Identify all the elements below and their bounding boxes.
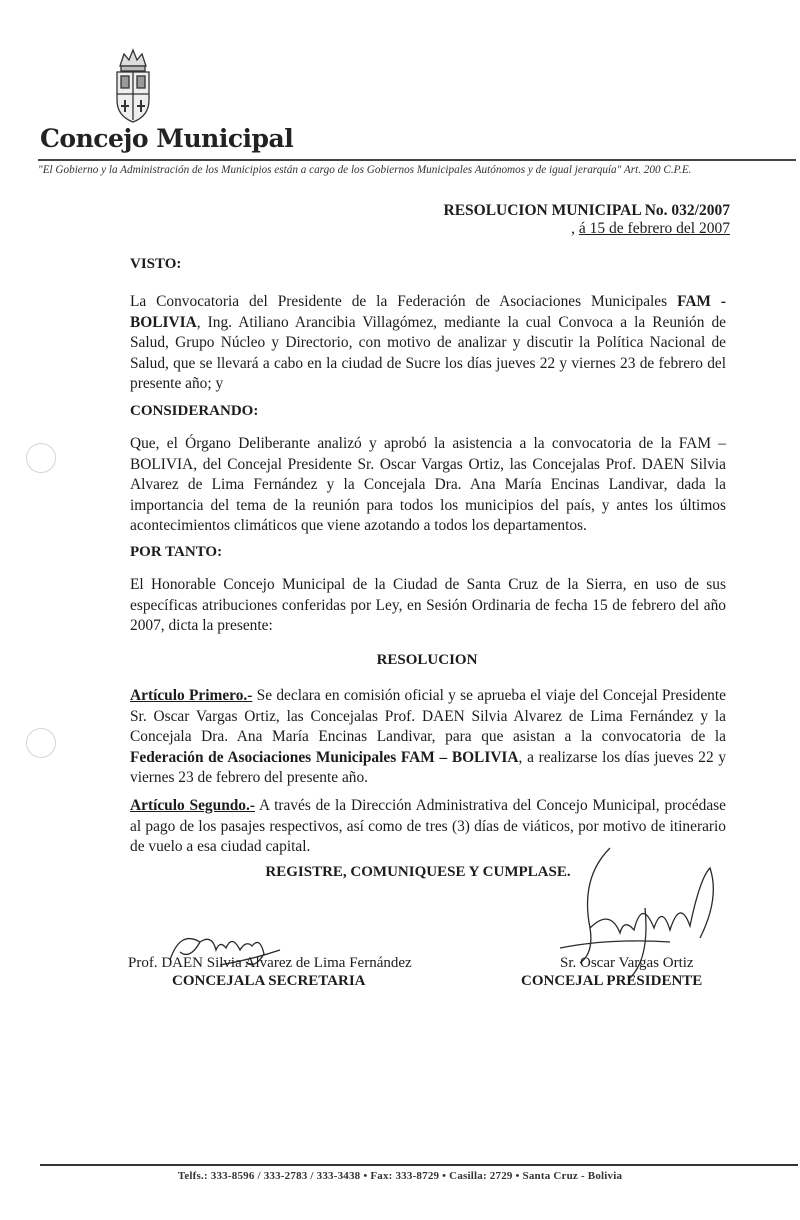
articulo-segundo-text: A través de la Dirección Administrativa del Concejo Municipal, procédase al pago de los pasajes respectivos, así como de tres (3) días de viáticos, por motivo de itinerario de vuelo a esa ciudad capital. [130,797,726,855]
visto-fam-bolivia: FAM - BOLIVIA [130,293,727,331]
organization-title: Concejo Municipal [40,124,294,153]
right-signatory-name: Sr. Oscar Vargas Ortiz [560,955,694,971]
articulo-primero-text-2: , a realizarse los días jueves 22 y viernes 23 de febrero del presente año. [130,748,727,786]
considerando-paragraph: Que, el Órgano Deliberante analizó y aprobó la asistencia a la convocatoria de la FAM – BOLIVIA, del Concejal Presidente Sr. Oscar Vargas Ortiz, las Concejalas Prof. DAEN Silvia Alvarez de Lima Fernández y la Concejala Dra. Ana María Encinas Landivar, dada la importancia del tema de la reunión para todos los municipios del país, y antes los últimos acontecimientos climáticos que viene azotando a todos los departamentos. [130,435,726,534]
visto-text-2: , Ing. Atiliano Arancibia Villagómez, mediante la cual Convoca a la Reunión de Salud, Grupo Núcleo y Directorio, con motivo de analizar y discutir la Política Nacional de Salud, que se llevará a cabo en la ciudad de Sucre los días jueves 22 y viernes 23 de febrero del presente año; y [130,313,726,392]
articulo-segundo-paragraph [130,796,726,858]
left-signatory-name: Prof. DAEN Silvia Alvarez de Lima Fernández [128,955,412,971]
constitution-motto: "El Gobierno y la Administración de los Municipios están a cargo de los Gobiernos Municipales Autónomos y de igual jerarquía" Art. 200 C.P.E. [38,164,692,176]
date-prefix: , [571,220,579,237]
coat-of-arms-icon [112,44,154,124]
header-rule [38,159,796,161]
visto-text-1: La Convocatoria del Presidente de la Federación de Asociaciones Municipales [130,293,678,310]
right-signatory-role: CONCEJAL PRESIDENTE [521,973,703,989]
articulo-segundo-label: Artículo Segundo.- [130,797,255,814]
resolution-number: RESOLUCION MUNICIPAL No. 032/2007 [443,202,730,219]
visto-heading: VISTO: [130,256,182,272]
left-signatory-role: CONCEJALA SECRETARIA [172,973,366,989]
por-tanto-heading: POR TANTO: [130,544,223,560]
resolucion-heading: RESOLUCION [376,652,478,668]
articulo-primero-federation: Federación de Asociaciones Municipales FAM – BOLIVIA [130,748,519,766]
visto-paragraph [130,292,726,395]
resolution-date-line [571,220,730,238]
considerando-heading: CONSIDERANDO: [130,403,259,419]
articulo-primero-label: Artículo Primero.- [130,687,253,704]
por-tanto-paragraph: El Honorable Concejo Municipal de la Ciudad de Santa Cruz de la Sierra, en uso de sus específicas atribuciones conferidas por Ley, en Sesión Ordinaria de fecha 15 de febrero del año 2007, dicta la presente: [130,576,726,634]
resolution-date: á 15 de febrero del 2007 [578,220,730,237]
footer-rule [40,1164,798,1166]
articulo-primero-paragraph [130,686,726,789]
contact-footer: Telfs.: 333-8596 / 333-2783 / 333-3438 • Fax: 333-8729 • Casilla: 2729 • Santa Cruz - Bolivia [177,1170,623,1182]
articulo-primero-text-1: Se declara en comisión oficial y se aprueba el viaje del Concejal Presidente Sr. Oscar Vargas Ortiz, las Concejalas Prof. DAEN Silvia Alvarez de Lima Fernández y la Concejala Dra. Ana María Encinas Landivar, para que asistan a la convocatoria de la [130,687,726,745]
punch-hole [26,728,56,758]
closing-formula: REGISTRE, COMUNIQUESE Y CUMPLASE. [265,864,571,880]
punch-hole [26,443,56,473]
